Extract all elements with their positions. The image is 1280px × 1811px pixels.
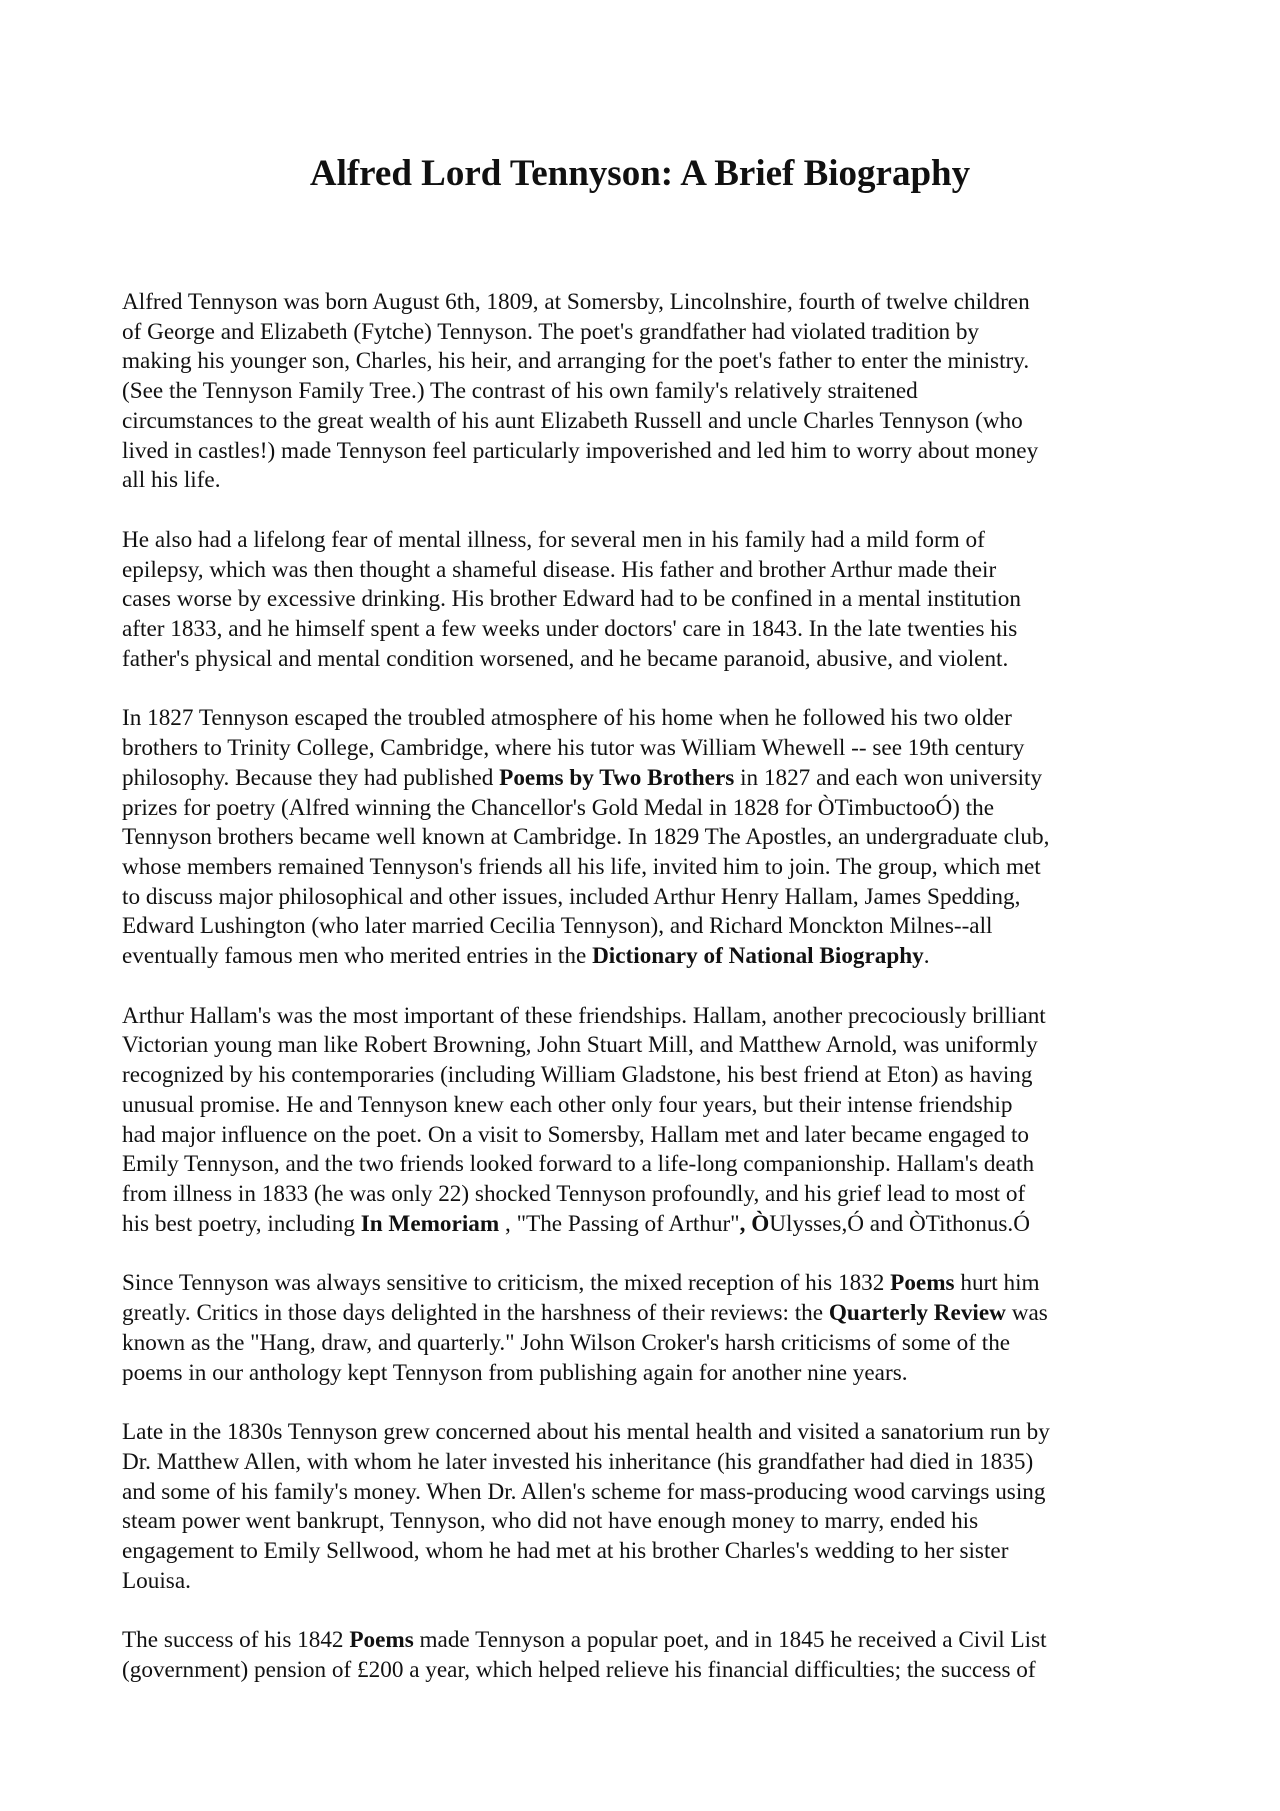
text-run: , "The Passing of Arthur" (499, 1210, 740, 1237)
text-run: poems in our anthology kept Tennyson from publishing again for another nine years. (122, 1359, 908, 1386)
text-run: eventually famous men who merited entries in the (122, 943, 593, 970)
text-run: epilepsy, which was then thought a shameful disease. His father and brother Arthur made their (122, 556, 997, 583)
text-run: known as the "Hang, draw, and quarterly." John Wilson Croker's harsh criticisms of some of the (122, 1329, 1011, 1356)
text-run: lived in castles!) made Tennyson feel particularly impoverished and led him to worry about money (122, 437, 1039, 464)
bold-title-text: Poems by Two Brothers (499, 764, 735, 791)
bold-title-text: In Memoriam (360, 1210, 500, 1237)
text-line (122, 734, 1162, 764)
page-title: Alfred Lord Tennyson: A Brief Biography (309, 153, 971, 194)
bold-title-text: Quarterly Review (828, 1300, 1006, 1327)
text-run: father's physical and mental condition worsened, and he became paranoid, abusive, and violent. (122, 645, 1009, 672)
text-line (122, 615, 1162, 645)
text-run: making his younger son, Charles, his heir, and arranging for the poet's father to enter the ministry. (122, 348, 1030, 375)
text-run: Since Tennyson was always sensitive to criticism, the mixed reception of his 1832 (122, 1270, 891, 1297)
paragraph (122, 1418, 1162, 1596)
text-line (122, 1210, 1162, 1240)
text-run: The success of his 1842 (122, 1627, 350, 1654)
text-line (122, 1418, 1162, 1448)
text-line (122, 1180, 1162, 1210)
text-line (122, 318, 1162, 348)
text-run: He also had a lifelong fear of mental illness, for several men in his family had a mild form of (122, 526, 985, 553)
text-run: in 1827 and each won university (734, 764, 1043, 791)
text-line (122, 1150, 1162, 1180)
paragraph (122, 704, 1162, 971)
text-run: circumstances to the great wealth of his aunt Elizabeth Russell and uncle Charles Tennyson (who (122, 407, 1023, 434)
text-line (122, 645, 1162, 675)
text-run: of George and Elizabeth (Fytche) Tennyson. The poet's grandfather had violated tradition by (122, 318, 980, 345)
text-run: whose members remained Tennyson's friends all his life, invited him to join. The group, which met (122, 853, 1041, 880)
text-run: was (1005, 1300, 1048, 1327)
text-line (122, 1359, 1162, 1389)
text-line (122, 853, 1162, 883)
text-run: brothers to Trinity College, Cambridge, where his tutor was William Whewell -- see 19th century (122, 735, 1025, 762)
text-line (122, 794, 1162, 824)
text-run: Ulysses,Ó and ÒTithonus.Ó (769, 1210, 1030, 1237)
text-run: prizes for poetry (Alfred winning the Chancellor's Gold Medal in 1828 for ÒTimbuctooÓ) the (122, 794, 995, 821)
text-line (122, 1626, 1162, 1656)
text-run: cases worse by excessive drinking. His brother Edward had to be confined in a mental institution (122, 586, 1021, 613)
text-line (122, 466, 1162, 496)
text-line (122, 1121, 1162, 1151)
text-line (122, 823, 1162, 853)
text-line (122, 1061, 1162, 1091)
text-line (122, 1656, 1162, 1686)
text-run: Dr. Matthew Allen, with whom he later invested his inheritance (his grandfather had died in 1835) (122, 1448, 1034, 1475)
text-line (122, 912, 1162, 942)
paragraph (122, 288, 1162, 496)
text-run: (government) pension of £200 a year, which helped relieve his financial difficulties; the success of (122, 1657, 1036, 1684)
text-line (122, 1299, 1162, 1329)
text-line (122, 1537, 1162, 1567)
text-run: (See the Tennyson Family Tree.) The contrast of his own family's relatively straitened (122, 378, 918, 405)
text-line (122, 556, 1162, 586)
text-line (122, 1507, 1162, 1537)
text-line (122, 1567, 1162, 1597)
text-run: Late in the 1830s Tennyson grew concerned about his mental health and visited a sanatorium run by (122, 1419, 1050, 1446)
text-line (122, 1448, 1162, 1478)
text-line (122, 883, 1162, 913)
text-line (122, 437, 1162, 467)
text-run: hurt him (954, 1270, 1040, 1297)
text-run: unusual promise. He and Tennyson knew each other only four years, but their intense friendship (122, 1091, 1013, 1118)
text-run: recognized by his contemporaries (including William Gladstone, his best friend at Eton) as having (122, 1062, 1033, 1089)
text-line (122, 942, 1162, 972)
text-run: Alfred Tennyson was born August 6th, 1809, at Somersby, Lincolnshire, fourth of twelve children (122, 289, 1030, 315)
text-run: and some of his family's money. When Dr. Allen's scheme for mass-producing wood carvings using (122, 1478, 1046, 1505)
text-run: had major influence on the poet. On a visit to Somersby, Hallam met and later became engaged to (122, 1121, 1030, 1148)
text-line (122, 1002, 1162, 1032)
bold-title-text: Poems (349, 1627, 414, 1654)
paragraph (122, 1626, 1162, 1685)
text-line (122, 377, 1162, 407)
text-line (122, 1091, 1162, 1121)
text-run: Arthur Hallam's was the most important of these friendships. Hallam, another precociously brilliant (122, 1002, 1046, 1029)
text-run: made Tennyson a popular poet, and in 1845 he received a Civil List (413, 1627, 1047, 1654)
text-line (122, 764, 1162, 794)
text-run: Victorian young man like Robert Browning, John Stuart Mill, and Matthew Arnold, was uniformly (122, 1032, 1038, 1059)
text-run: from illness in 1833 (he was only 22) shocked Tennyson profoundly, and his grief lead to most of (122, 1180, 1026, 1207)
text-line (122, 1269, 1162, 1299)
text-line (122, 407, 1162, 437)
text-run: to discuss major philosophical and other issues, included Arthur Henry Hallam, James Spedding, (122, 883, 1021, 910)
text-run: . (923, 943, 930, 970)
text-line (122, 288, 1162, 318)
text-run: his best poetry, including (122, 1210, 361, 1237)
text-run: steam power went bankrupt, Tennyson, who did not have enough money to marry, ended his (122, 1508, 979, 1535)
bold-title-text: , Ò (739, 1210, 770, 1237)
paragraph (122, 1002, 1162, 1240)
text-run: philosophy. Because they had published (122, 764, 500, 791)
text-line (122, 526, 1162, 556)
paragraph (122, 526, 1162, 675)
text-run: Louisa. (122, 1567, 191, 1594)
text-run: engagement to Emily Sellwood, whom he had met at his brother Charles's wedding to her sister (122, 1538, 1009, 1565)
text-run: greatly. Critics in those days delighted in the harshness of their reviews: the (122, 1300, 829, 1327)
text-run: Tennyson brothers became well known at Cambridge. In 1829 The Apostles, an undergraduate club, (122, 824, 1050, 851)
text-run: Edward Lushington (who later married Cecilia Tennyson), and Richard Monckton Milnes--all (122, 913, 993, 940)
bold-title-text: Poems (890, 1270, 955, 1297)
bold-title-text: Dictionary of National Biography (592, 943, 924, 970)
text-line (122, 1478, 1162, 1508)
text-run: In 1827 Tennyson escaped the troubled atmosphere of his home when he followed his two older (122, 705, 1012, 732)
text-line (122, 1031, 1162, 1061)
text-run: after 1833, and he himself spent a few weeks under doctors' care in 1843. In the late twenties his (122, 616, 1018, 643)
text-line (122, 1329, 1162, 1359)
text-line (122, 704, 1162, 734)
text-run: Emily Tennyson, and the two friends looked forward to a life-long companionship. Hallam's death (122, 1151, 1035, 1178)
paragraph (122, 1269, 1162, 1388)
document-body (122, 288, 1162, 1716)
text-run: all his life. (122, 467, 221, 494)
text-line (122, 347, 1162, 377)
text-line (122, 585, 1162, 615)
